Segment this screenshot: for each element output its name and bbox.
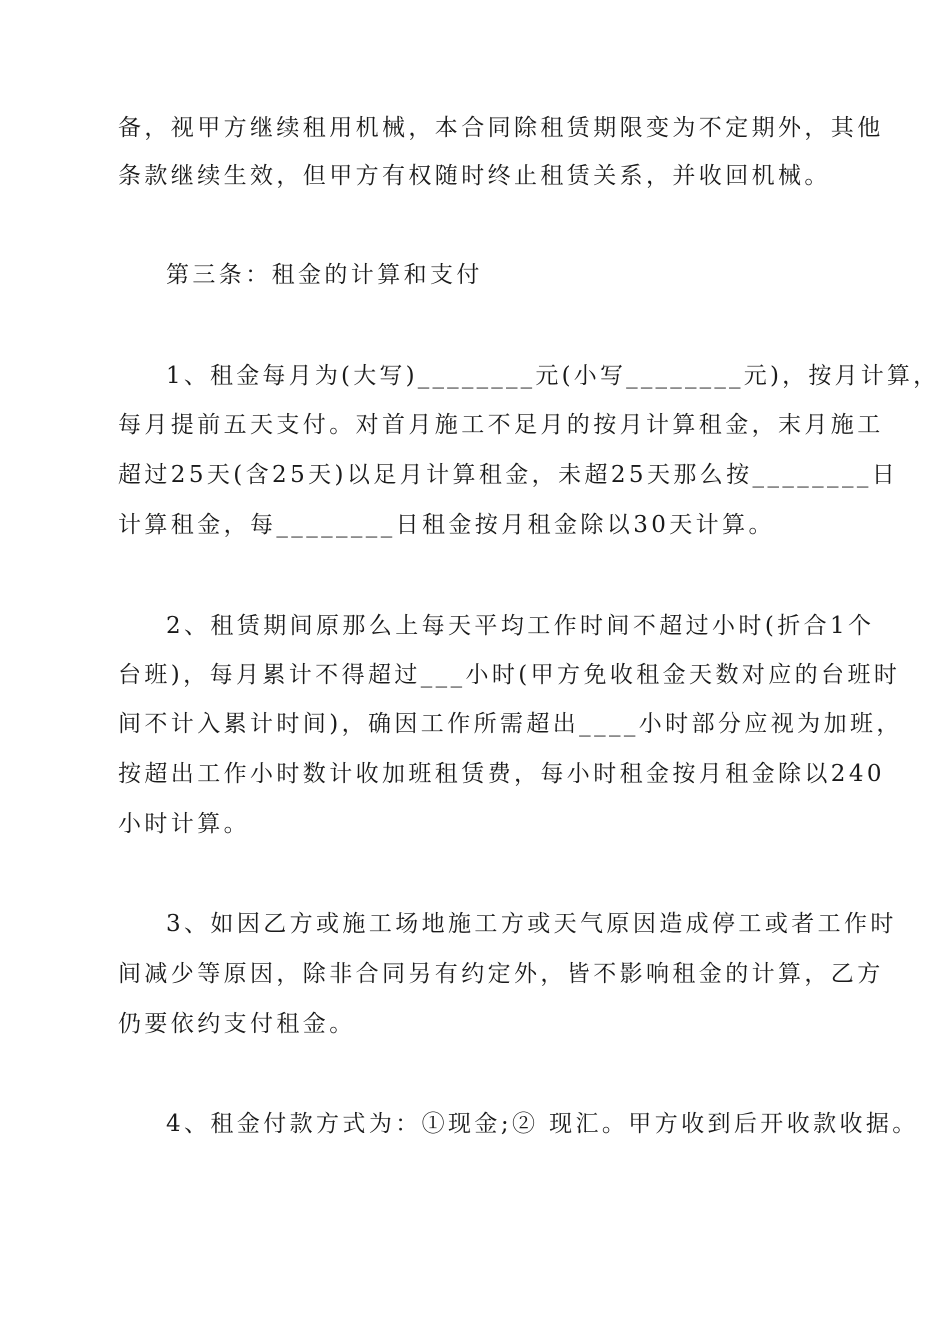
section-heading: 第三条：租金的计算和支付 bbox=[166, 262, 483, 288]
text-line: 间不计入累计时间)，确因工作所需超出____小时部分应视为加班， bbox=[118, 711, 903, 737]
text-line: 每月提前五天支付。对首月施工不足月的按月计算租金，末月施工 bbox=[118, 412, 884, 438]
text-line: 2、租赁期间原那么上每天平均工作时间不超过小时(折合1个 bbox=[166, 613, 875, 639]
text-line: 3、如因乙方或施工场地施工方或天气原因造成停工或者工作时 bbox=[166, 911, 897, 937]
text-line: 4、租金付款方式为：①现金;② 现汇。甲方收到后开收款收据。 bbox=[166, 1111, 919, 1137]
text-line: 超过25天(含25天)以足月计算租金，未超25天那么按________日 bbox=[118, 462, 899, 488]
text-line: 小时计算。 bbox=[118, 811, 250, 837]
text-line: 按超出工作小时数计收加班租赁费，每小时租金按月租金除以240 bbox=[118, 761, 885, 787]
text-line: 台班)，每月累计不得超过___小时(甲方免收租金天数对应的台班时 bbox=[118, 662, 901, 688]
text-line: 仍要依约支付租金。 bbox=[118, 1011, 356, 1037]
text-line: 条款继续生效，但甲方有权随时终止租赁关系，并收回机械。 bbox=[118, 163, 831, 189]
text-line: 计算租金，每________日租金按月租金除以30天计算。 bbox=[118, 512, 775, 538]
text-line: 备，视甲方继续租用机械，本合同除租赁期限变为不定期外，其他 bbox=[118, 115, 884, 141]
text-line: 1、租金每月为(大写)________元(小写________元)，按月计算， bbox=[166, 363, 940, 389]
text-line: 间减少等原因，除非合同另有约定外，皆不影响租金的计算，乙方 bbox=[118, 961, 884, 987]
